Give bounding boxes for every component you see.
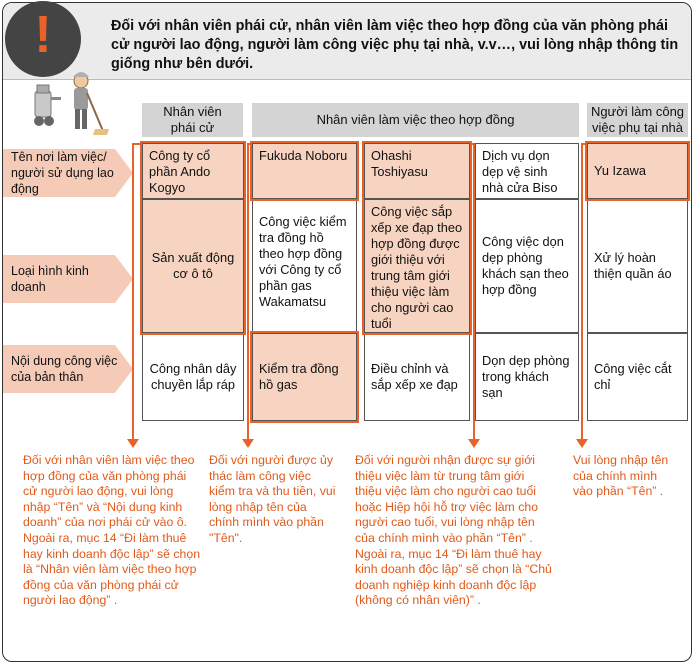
pointer-stub-3 [470,143,475,145]
pointer-line-3 [473,143,475,441]
cell-contract-c-duties: Dọn dẹp phòng trong khách sạn [475,333,579,421]
cell-contract-a-business: Công việc kiểm tra đồng hồ theo hợp đồng với Công ty cổ phần gas Wakamatsu [252,199,357,333]
arrow-down-icon [242,439,254,448]
cleaning-worker-icon [29,65,109,137]
pointer-stub-1 [132,143,142,145]
column-header-homework: Người làm công việc phụ tại nhà [587,103,688,137]
row-label-duties: Nội dung công việc của bản thân [11,354,118,384]
row-label-business: Loại hình kinh doanh [11,264,89,294]
pointer-stub-2 [247,143,252,145]
cell-dispatched-business: Sản xuất động cơ ô tô [142,199,244,333]
pointer-stub-4 [581,143,587,145]
row-label-workplace: Tên nơi làm việc/ người sử dụng lao động [11,150,114,196]
cell-contract-b-duties: Điều chỉnh và sắp xếp xe đạp [364,333,470,421]
pointer-line-1 [132,143,134,441]
column-header-contract: Nhân viên làm việc theo hợp đồng [252,103,579,137]
cell-contract-c-business: Công việc dọn dẹp phòng khách sạn theo hợp đồng [475,199,579,333]
cell-homework-duties: Công việc cắt chỉ [587,333,688,421]
note-dispatched: Đối với nhân viên làm việc theo hợp đồng của văn phòng phái cử người lao động, vui lòng nhập “Tên” và “Nội dung kinh doanh” của nơi phái cử vào ô. Ngoài ra, mục 14 “Đi làm thuê hay kinh doanh độc lập” sẽ chọn là “Nhân viên làm việc theo hợp đồng của văn phòng phái cử người lao động” . [23,453,201,608]
note-contract-meter: Đối với người được ủy thác làm công việc kiểm tra và thu tiền, vui lòng nhập tên của chính mình vào phần "Tên". [209,453,336,545]
cell-contract-a-workplace: Fukuda Noboru [252,143,357,199]
cell-contract-b-business: Công việc sắp xếp xe đạp theo hợp đồng được giới thiệu với trung tâm giới thiệu việc làm cho người cao tuổi [364,199,470,333]
note-contract-senior: Đối với người nhận được sự giới thiệu việc làm từ trung tâm giới thiệu việc làm cho người cao tuổi hoặc Hiệp hội hỗ trợ việc làm cho người cao tuổi, vui lòng nhập tên của chính mình vào phần “Tên” . Ngoài ra, mục 14 “Đi làm thuê hay kinh doanh độc lập” sẽ chọn là “Chủ doanh nghiệp kinh doanh độc lập (không có nhân viên)” . [355,453,552,608]
cell-dispatched-duties: Công nhân dây chuyền lắp ráp [142,333,244,421]
cell-dispatched-workplace: Công ty cổ phần Ando Kogyo [142,143,244,199]
column-header-dispatched: Nhân viên phái cử [142,103,243,137]
pointer-line-2 [247,143,249,441]
arrow-down-icon [127,439,139,448]
note-homework: Vui lòng nhập tên của chính mình vào phần “Tên” . [573,453,669,499]
example-panel [2,2,692,662]
cell-contract-b-workplace: Ohashi Toshiyasu [364,143,470,199]
cell-contract-a-duties: Kiểm tra đồng hồ gas [252,333,357,421]
arrow-down-icon [468,439,480,448]
header-text: Đối với nhân viên phái cử, nhân viên làm việc theo hợp đồng của văn phòng phái cử người lao động, người làm công việc phụ tại nhà, v.v…, vui lòng nhập thông tin giống như bên dưới. [111,18,679,72]
cell-homework-workplace: Yu Izawa [587,143,688,199]
exclamation-icon: ! [34,6,52,64]
cell-homework-business: Xử lý hoàn thiện quần áo [587,199,688,333]
pointer-line-4 [581,143,583,441]
arrow-down-icon [576,439,588,448]
cell-contract-c-workplace: Dịch vụ dọn dẹp vệ sinh nhà cửa Biso [475,143,579,199]
